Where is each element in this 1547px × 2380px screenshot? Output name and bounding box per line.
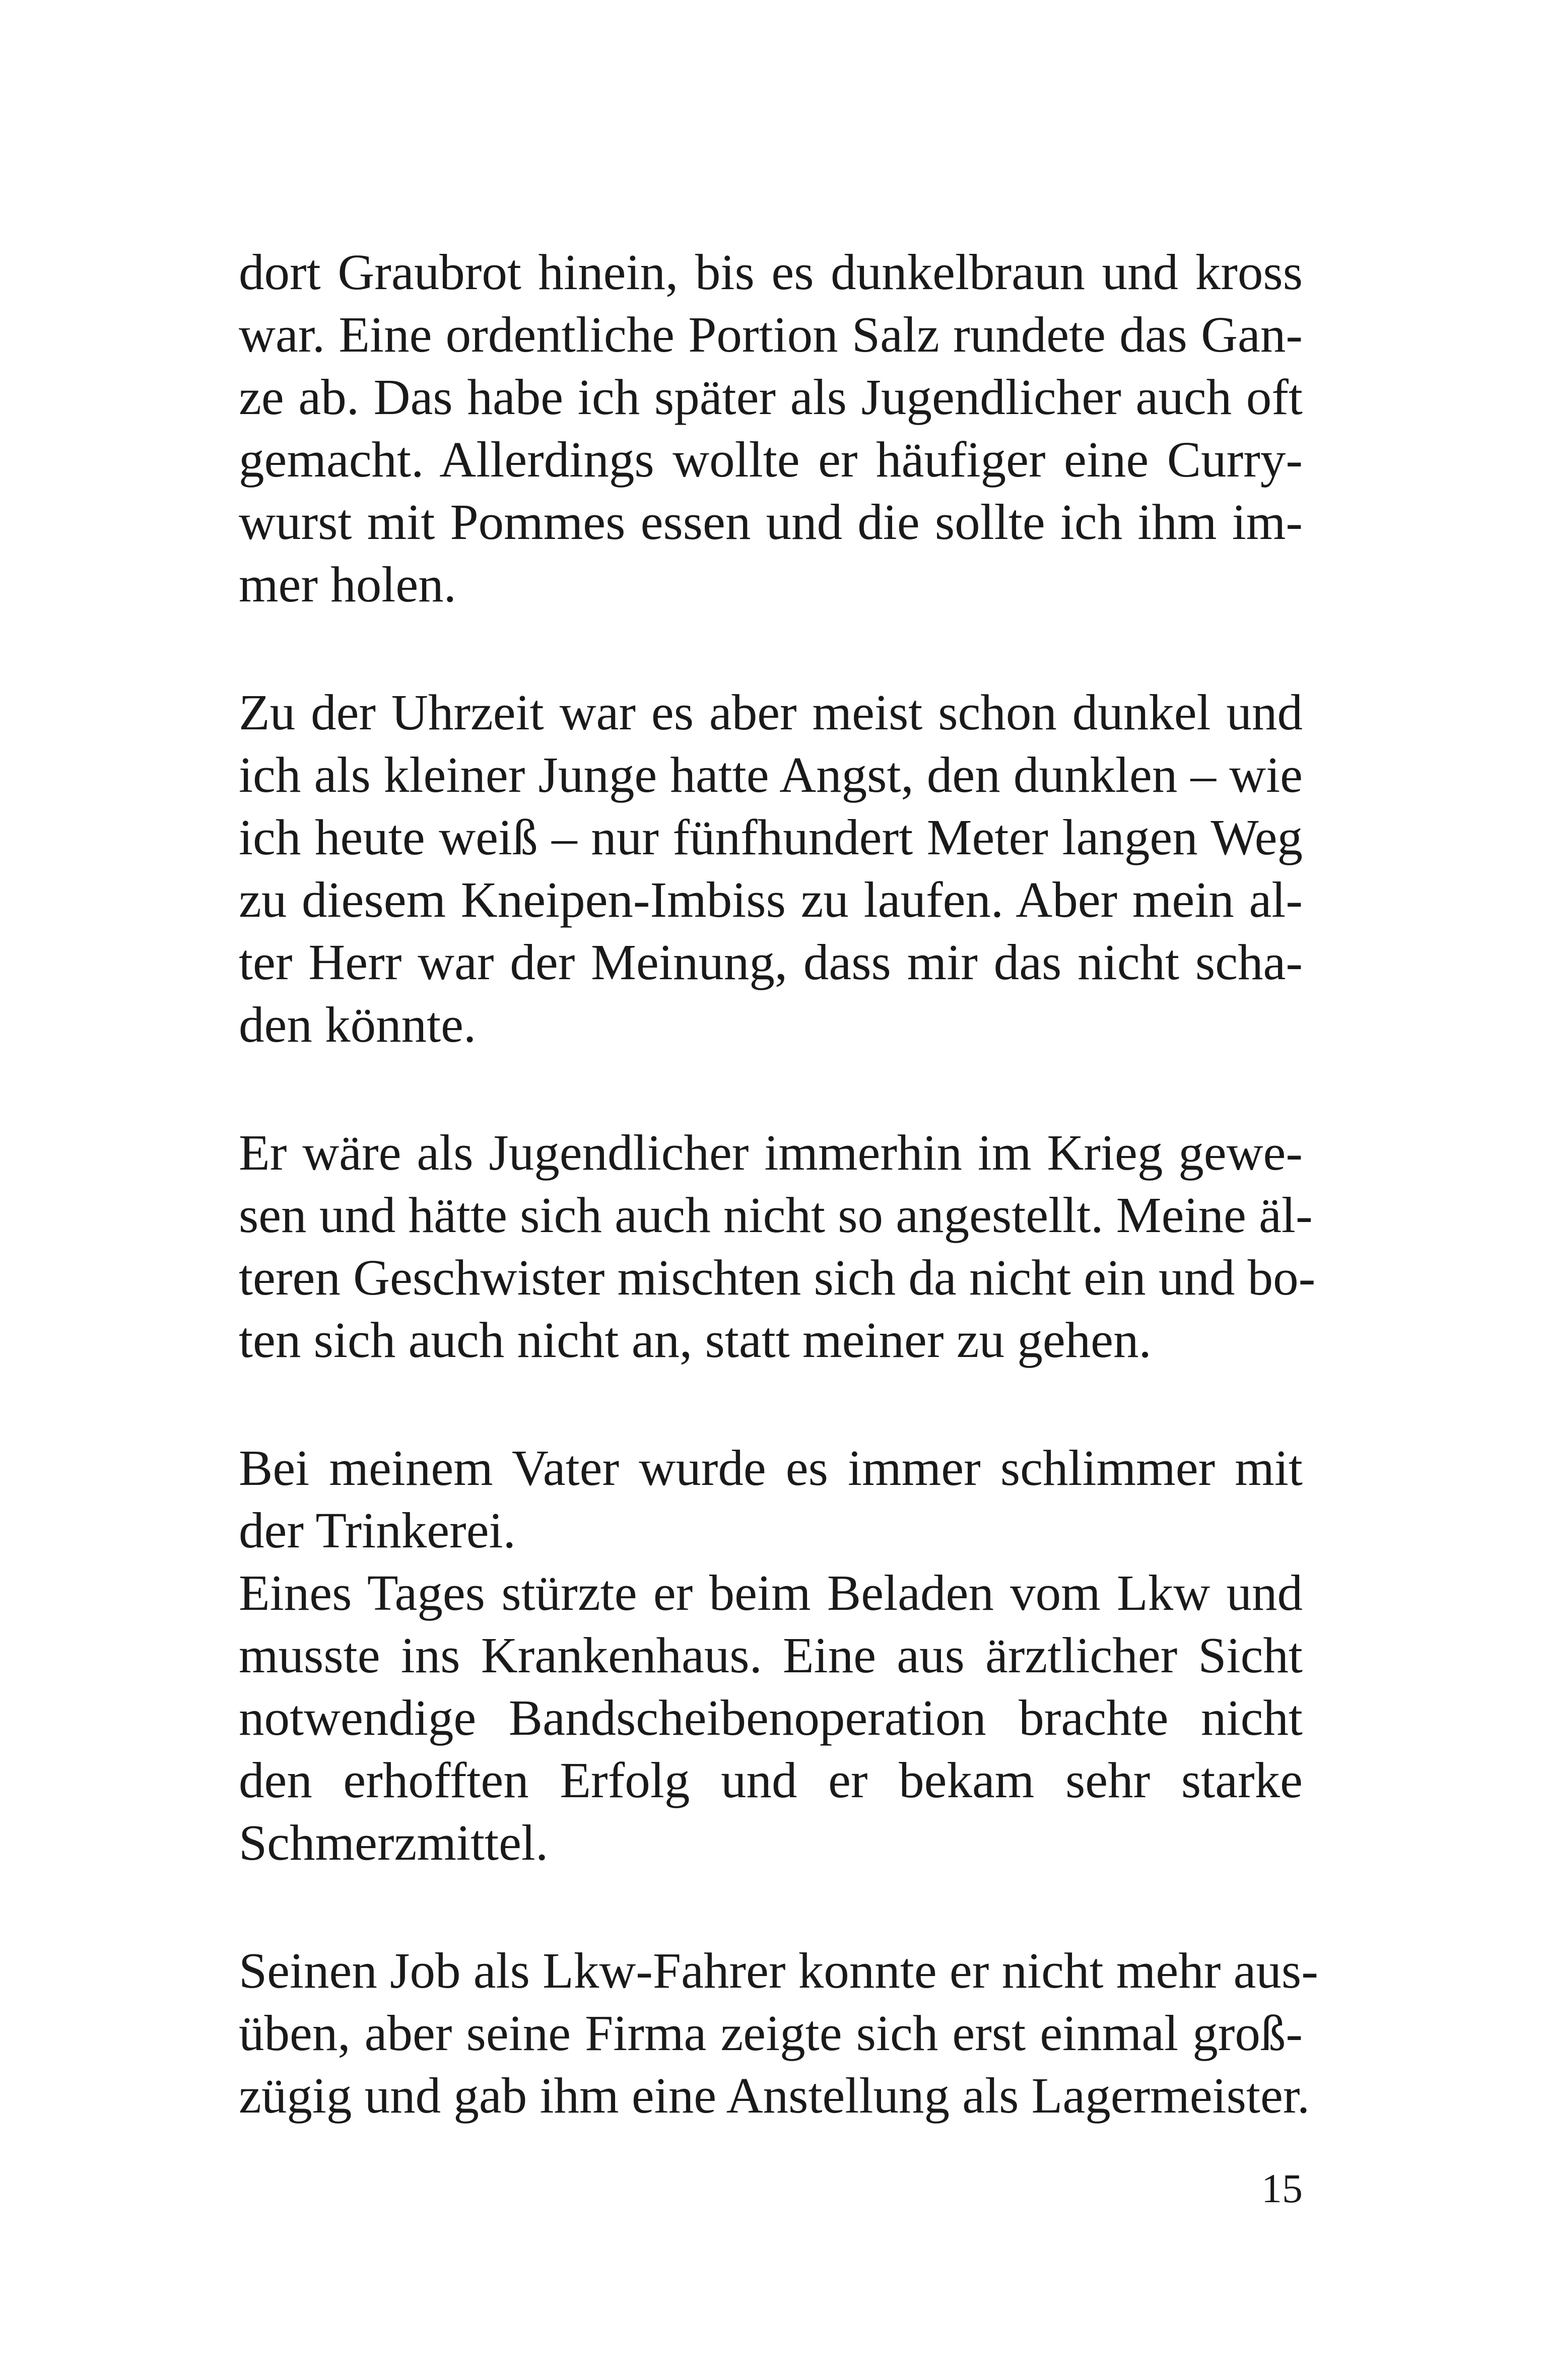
- paragraph-3: [239, 1121, 1316, 1371]
- text-line: der Trinkerei.: [239, 1502, 516, 1558]
- text-line: ich heute weiß – nur fünfhundert Meter langen Weg: [239, 809, 1303, 865]
- text-line: gemacht. Allerdings wollte er häufiger eine Curry-: [239, 431, 1303, 488]
- text-line: sen und hätte sich auch nicht so angestellt. Meine äl-: [239, 1187, 1313, 1243]
- paragraph-4: [239, 1437, 1303, 1874]
- text-line: ter Herr war der Meinung, dass mir das nicht scha-: [239, 934, 1303, 990]
- text-line: war. Eine ordentliche Portion Salz rundete das Gan-: [239, 306, 1303, 363]
- text-line: den erhofften Erfolg und er bekam sehr starke: [239, 1752, 1303, 1808]
- text-line: ze ab. Das habe ich später als Jugendlicher auch oft: [239, 369, 1303, 425]
- text-line: den könnte.: [239, 996, 477, 1053]
- page-number: 15: [1261, 2165, 1303, 2211]
- paragraph-2: [239, 681, 1303, 1056]
- paragraph-5: [239, 1939, 1318, 2127]
- text-line: Zu der Uhrzeit war es aber meist schon dunkel und: [239, 684, 1303, 740]
- text-line: mer holen.: [239, 556, 456, 613]
- text-line: Bei meinem Vater wurde es immer schlimmer mit: [239, 1440, 1303, 1496]
- text-line: ten sich auch nicht an, statt meiner zu gehen.: [239, 1312, 1152, 1368]
- text-line: notwendige Bandscheibenoperation brachte nicht: [239, 1689, 1303, 1746]
- text-line: dort Graubrot hinein, bis es dunkelbraun und kross: [239, 244, 1303, 300]
- text-line: wurst mit Pommes essen und die sollte ich ihm im-: [239, 494, 1303, 550]
- text-line: Seinen Job als Lkw-Fahrer konnte er nicht mehr aus-: [239, 1942, 1318, 1999]
- text-line: ich als kleiner Junge hatte Angst, den dunklen – wie: [239, 746, 1303, 803]
- text-line: Er wäre als Jugendlicher immerhin im Krieg gewe-: [239, 1124, 1303, 1181]
- text-line: zu diesem Kneipen-Imbiss zu laufen. Aber mein al-: [239, 871, 1303, 928]
- paragraph-1: [239, 241, 1303, 616]
- text-line: Eines Tages stürzte er beim Beladen vom Lkw und: [239, 1565, 1303, 1621]
- text-line: teren Geschwister mischten sich da nicht ein und bo-: [239, 1249, 1316, 1306]
- text-line: zügig und gab ihm eine Anstellung als Lagermeister.: [239, 2067, 1310, 2124]
- text-line: musste ins Krankenhaus. Eine aus ärztlicher Sicht: [239, 1627, 1303, 1683]
- text-line: Schmerzmittel.: [239, 1814, 549, 1871]
- text-line: üben, aber seine Firma zeigte sich erst einmal groß-: [239, 2005, 1303, 2061]
